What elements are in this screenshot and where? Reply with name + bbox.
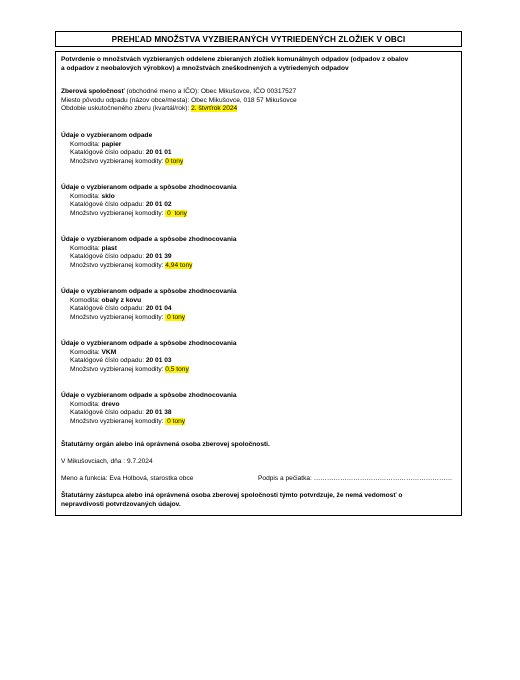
catalog-line (70, 201, 172, 210)
commodity-label: Komodita: (70, 140, 102, 148)
declaration (61, 492, 402, 509)
quantity-line (70, 418, 185, 427)
company-label: Zberová spoločnosť (61, 88, 125, 95)
commodity-value: obaly z kovu (101, 296, 142, 304)
commodity-value: VKM (101, 348, 117, 356)
section-heading: Údaje o vyzbieranom odpade a spôsobe zhodnocovania (61, 236, 237, 243)
catalog-value: 20 01 39 (145, 253, 172, 260)
catalog-value: 20 01 01 (145, 149, 172, 156)
catalog-line (70, 357, 172, 366)
commodity-line (70, 245, 117, 254)
origin-line: Miesto pôvodu odpadu (názov obce/mesta): Obec Mikušovce, 018 57 Mikušovce (61, 96, 297, 104)
period-label: Obdobie uskutočneného zberu (kvartál/rok): (61, 105, 192, 113)
catalog-value: 20 01 04 (145, 305, 172, 312)
section-heading: Údaje o vyzbieranom odpade (61, 132, 153, 139)
commodity-label: Komodita: (70, 348, 102, 356)
quantity-line (70, 210, 187, 219)
signature-field-label: Podpis a pečiatka: ……………………………………………………… (258, 475, 453, 482)
name-function: Meno a funkcia: Eva Holbová, starostka obce (61, 475, 194, 482)
commodity-label: Komodita: (70, 192, 102, 200)
section-heading: Údaje o vyzbieranom odpade a spôsobe zhodnocovania (61, 288, 237, 295)
confirmation-form (55, 51, 462, 516)
period-value: 2. štvrťrok 2024 (191, 105, 238, 113)
section-heading: Údaje o vyzbieranom odpade a spôsobe zhodnocovania (61, 392, 237, 399)
declaration-line-1: Štatutárny zástupca alebo iná oprávnená osoba zberovej spoločnosti týmto potvrdzuje, že nemá vedomosť o (61, 492, 403, 499)
commodity-line (70, 141, 121, 150)
catalog-value: 20 01 02 (145, 201, 172, 208)
company-detail: (obchodné meno a IČO): Obec Mikušovce, IČO 00317527 (124, 88, 297, 95)
quantity-value: 0,5 tony (165, 365, 189, 373)
document-title: PREHĽAD MNOŽSTVA VYZBIERANÝCH VYTRIEDENÝCH ZLOŽIEK V OBCI (55, 31, 462, 47)
commodity-value: drevo (101, 400, 120, 408)
catalog-line (70, 305, 172, 314)
quantity-label: Množstvo vyzbieranej komodity: (70, 417, 166, 425)
quantity-value: 0 tony (165, 209, 187, 217)
intro-text (61, 56, 408, 73)
quantity-value: 0 tony (165, 417, 186, 425)
catalog-line (70, 409, 172, 418)
catalog-value: 20 01 38 (145, 409, 172, 416)
quantity-line (70, 262, 192, 271)
commodity-value: papier (101, 140, 122, 148)
intro-line-2: a odpadov z neobalových výrobkov) a množstvách zneškodnených a vytriedených odpadov (61, 64, 349, 72)
quantity-value: 0 tony (165, 313, 186, 321)
commodity-label: Komodita: (70, 296, 102, 304)
catalog-label: Katalógové číslo odpadu: (70, 305, 146, 312)
quantity-value: 4,94 tony (165, 261, 193, 269)
quantity-label: Množstvo vyzbieranej komodity: (70, 157, 166, 165)
catalog-label: Katalógové číslo odpadu: (70, 201, 146, 208)
quantity-line (70, 366, 189, 375)
commodity-value: plast (101, 244, 117, 252)
commodity-line (70, 349, 116, 358)
catalog-label: Katalógové číslo odpadu: (70, 357, 146, 364)
catalog-line (70, 253, 172, 262)
intro-line-1: Potvrdenie o množstvách vyzbieraných oddelene zbieraných zložiek komunálnych odpadov (odpadov z obalov (61, 56, 409, 63)
signatory-heading: Štatutárny orgán alebo iná oprávnená osoba zberovej spoločnosti. (61, 441, 270, 448)
quantity-label: Množstvo vyzbieranej komodity: (70, 261, 166, 269)
quantity-value: 0 tony (165, 157, 184, 165)
catalog-label: Katalógové číslo odpadu: (70, 253, 146, 260)
commodity-label: Komodita: (70, 400, 102, 408)
company-line (61, 88, 297, 97)
place-date: V Mikušovciach, dňa : 9.7.2024 (61, 458, 153, 465)
commodity-line (70, 401, 120, 410)
commodity-line (70, 193, 115, 202)
section-heading: Údaje o vyzbieranom odpade a spôsobe zhodnocovania (61, 340, 237, 347)
quantity-label: Množstvo vyzbieranej komodity: (70, 209, 166, 217)
commodity-value: sklo (101, 192, 115, 200)
company-info (61, 88, 297, 114)
quantity-line (70, 158, 183, 167)
declaration-line-2: nepravdivosti potvrdzovaných údajov. (61, 500, 181, 508)
quantity-label: Množstvo vyzbieranej komodity: (70, 365, 166, 373)
quantity-line (70, 314, 185, 323)
quantity-label: Množstvo vyzbieranej komodity: (70, 313, 166, 321)
catalog-value: 20 01 03 (145, 357, 172, 364)
commodity-label: Komodita: (70, 244, 102, 252)
catalog-label: Katalógové číslo odpadu: (70, 409, 146, 416)
commodity-line (70, 297, 141, 306)
catalog-line (70, 149, 172, 158)
period-line (61, 105, 297, 114)
section-heading: Údaje o vyzbieranom odpade a spôsobe zhodnocovania (61, 184, 237, 191)
catalog-label: Katalógové číslo odpadu: (70, 149, 146, 156)
